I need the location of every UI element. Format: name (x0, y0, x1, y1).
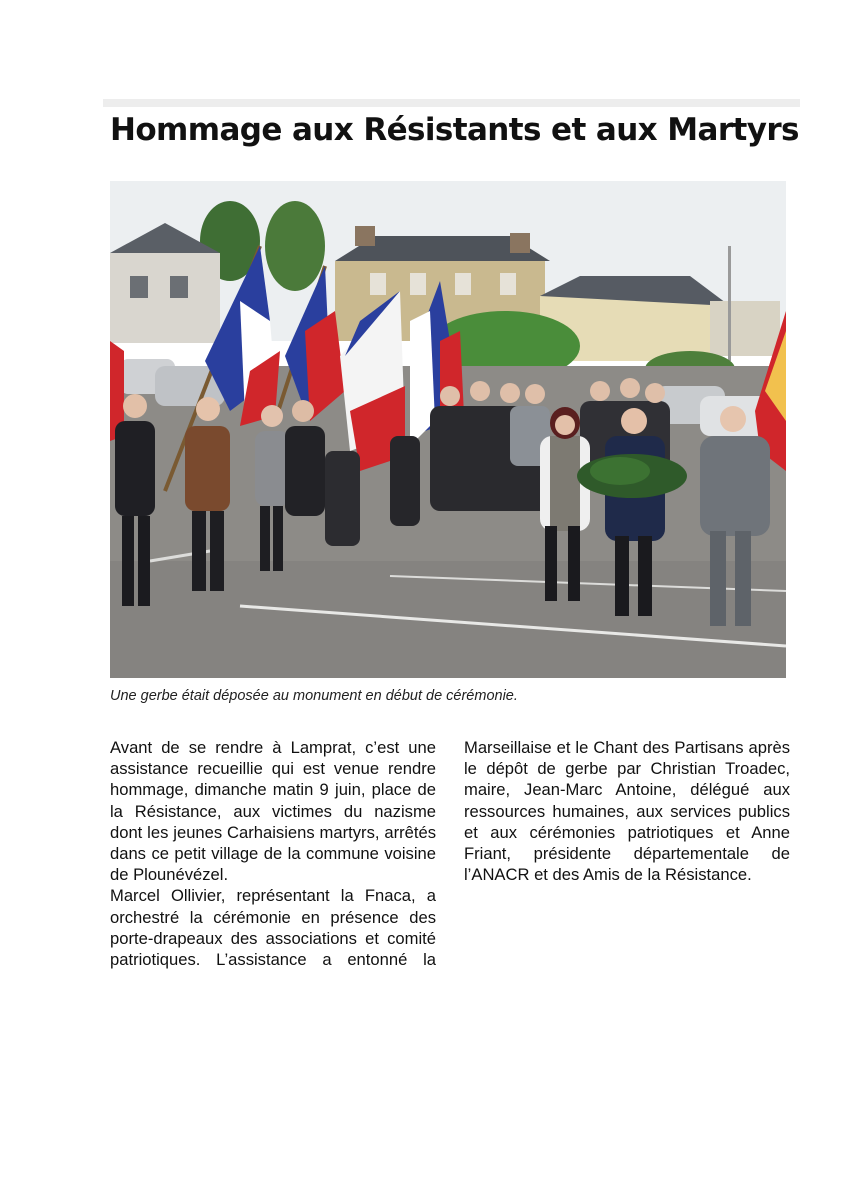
article-body (110, 737, 790, 987)
article-paragraph: Avant de se rendre à Lamprat, c’est une assistance recueillie qui est venue rendre hommage, dimanche matin 9 juin, place de la Résistance, aux victimes du nazisme dont les jeunes Carhaisiens martyrs, arrêtés dans ce petit village de la commune voisine de Plounévézel. (110, 738, 436, 885)
article-headline: Hommage aux Résistants et aux Martyrs (110, 112, 799, 148)
photo-caption: Une gerbe était déposée au monument en début de cérémonie. (110, 688, 518, 704)
article-paragraph: Marcel Ollivier, représentant la Fnaca, a orchestré la cérémonie en présence des porte-drapeaux des associations et comité patriotiques. L’assistance a entonné la Marseillaise et le Chant des Partisans après le dépôt de gerbe par Christian Troadec, maire, Jean-Marc Antoine, délégué aux ressources humaines, aux services publics et aux cérémonies patriotiques et Anne Friant, présidente départementale de l’ANACR et des Amis de la Résistance. (110, 738, 790, 970)
header-rule (103, 99, 800, 107)
article-photo (110, 181, 786, 678)
